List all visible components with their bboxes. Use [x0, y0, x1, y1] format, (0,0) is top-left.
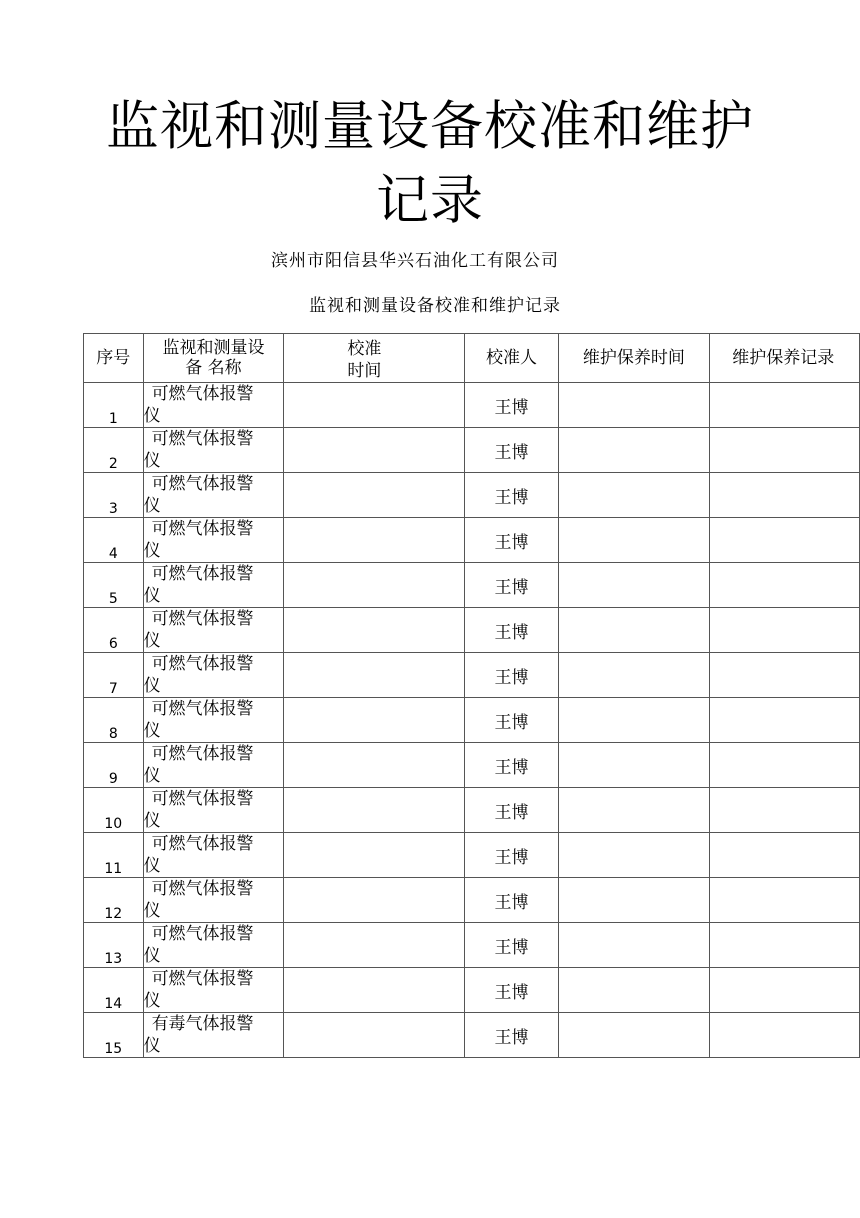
- maintenance-record-cell[interactable]: [710, 563, 860, 608]
- equipment-name-line-2: 仪: [143, 496, 161, 516]
- equipment-name: [143, 788, 284, 833]
- table-row: [84, 383, 860, 428]
- calibration-time-cell[interactable]: [284, 383, 465, 428]
- calibrated-by-cell: 王博: [465, 383, 558, 428]
- equipment-name: [143, 833, 284, 878]
- table-row: [84, 518, 860, 563]
- table-row: [84, 923, 860, 968]
- calibration-time-cell[interactable]: [284, 428, 465, 473]
- row-number: 2: [84, 428, 144, 473]
- maintenance-time-cell[interactable]: [558, 563, 710, 608]
- table-row: [84, 878, 860, 923]
- equipment-name-line-2: 仪: [143, 1036, 161, 1056]
- maintenance-record-cell[interactable]: [710, 473, 860, 518]
- header-maintenance-record: 维护保养记录: [710, 334, 860, 383]
- header-maintenance-time: 维护保养时间: [558, 334, 710, 383]
- header-time-line-2: 时间: [347, 361, 382, 381]
- row-number: 15: [84, 1013, 144, 1058]
- calibration-time-cell[interactable]: [284, 1013, 465, 1058]
- maintenance-time-cell[interactable]: [558, 788, 710, 833]
- calibration-time-cell[interactable]: [284, 563, 465, 608]
- equipment-name-line-1: 可燃气体报警: [151, 924, 254, 944]
- equipment-name-line-1: 可燃气体报警: [151, 384, 254, 404]
- maintenance-time-cell[interactable]: [558, 923, 710, 968]
- calibrated-by-cell: 王博: [465, 923, 558, 968]
- equipment-name: [143, 428, 284, 473]
- maintenance-record-cell[interactable]: [710, 923, 860, 968]
- maintenance-time-cell[interactable]: [558, 833, 710, 878]
- maintenance-time-cell[interactable]: [558, 968, 710, 1013]
- header-calibrated-by: 校准人: [465, 334, 558, 383]
- row-number: 9: [84, 743, 144, 788]
- calibration-time-cell[interactable]: [284, 968, 465, 1013]
- calibrated-by-cell: 王博: [465, 653, 558, 698]
- calibrated-by-cell: 王博: [465, 518, 558, 563]
- equipment-name: [143, 518, 284, 563]
- table-row: [84, 743, 860, 788]
- row-number: 3: [84, 473, 144, 518]
- row-number: 6: [84, 608, 144, 653]
- calibrated-by-cell: 王博: [465, 698, 558, 743]
- calibration-time-cell[interactable]: [284, 923, 465, 968]
- equipment-name-line-1: 可燃气体报警: [151, 969, 254, 989]
- equipment-name: [143, 653, 284, 698]
- records-table: [83, 333, 860, 1058]
- calibrated-by-cell: 王博: [465, 878, 558, 923]
- equipment-name-line-2: 仪: [143, 991, 161, 1011]
- equipment-name-line-1: 可燃气体报警: [151, 744, 254, 764]
- table-row: [84, 608, 860, 653]
- header-name-line-1: 监视和测量设: [162, 338, 265, 358]
- maintenance-record-cell[interactable]: [710, 608, 860, 653]
- maintenance-record-cell[interactable]: [710, 653, 860, 698]
- equipment-name: [143, 968, 284, 1013]
- equipment-name-line-1: 可燃气体报警: [151, 429, 254, 449]
- equipment-name: [143, 923, 284, 968]
- equipment-name-line-1: 可燃气体报警: [151, 789, 254, 809]
- equipment-name: [143, 878, 284, 923]
- header-calibration-time: [284, 334, 465, 383]
- row-number: 4: [84, 518, 144, 563]
- equipment-name-line-2: 仪: [143, 541, 161, 561]
- calibration-time-cell[interactable]: [284, 788, 465, 833]
- equipment-name: [143, 383, 284, 428]
- table-row: [84, 473, 860, 518]
- row-number: 11: [84, 833, 144, 878]
- maintenance-time-cell[interactable]: [558, 1013, 710, 1058]
- maintenance-record-cell[interactable]: [710, 698, 860, 743]
- calibrated-by-cell: 王博: [465, 473, 558, 518]
- title-line-1: 监视和测量设备校准和维护: [106, 96, 754, 157]
- calibrated-by-cell: 王博: [465, 833, 558, 878]
- equipment-name: [143, 563, 284, 608]
- equipment-name-line-2: 仪: [143, 631, 161, 651]
- row-number: 5: [84, 563, 144, 608]
- equipment-name-line-2: 仪: [143, 676, 161, 696]
- calibrated-by-cell: 王博: [465, 428, 558, 473]
- equipment-name-line-1: 可燃气体报警: [151, 834, 254, 854]
- equipment-name-line-2: 仪: [143, 856, 161, 876]
- maintenance-record-cell[interactable]: [710, 428, 860, 473]
- maintenance-record-cell[interactable]: [710, 788, 860, 833]
- equipment-name-line-2: 仪: [143, 586, 161, 606]
- document-title: [0, 90, 860, 238]
- row-number: 10: [84, 788, 144, 833]
- table-row: [84, 968, 860, 1013]
- row-number: 7: [84, 653, 144, 698]
- equipment-name: [143, 698, 284, 743]
- equipment-name: [143, 608, 284, 653]
- calibrated-by-cell: 王博: [465, 968, 558, 1013]
- equipment-name: [143, 473, 284, 518]
- equipment-name-line-1: 可燃气体报警: [151, 654, 254, 674]
- calibration-time-cell[interactable]: [284, 743, 465, 788]
- calibration-time-cell[interactable]: [284, 653, 465, 698]
- equipment-name-line-2: 仪: [143, 766, 161, 786]
- header-no: 序号: [84, 334, 144, 383]
- row-number: 8: [84, 698, 144, 743]
- maintenance-record-cell[interactable]: [710, 1013, 860, 1058]
- table-row: [84, 428, 860, 473]
- equipment-name-line-1: 可燃气体报警: [151, 699, 254, 719]
- maintenance-time-cell[interactable]: [558, 653, 710, 698]
- maintenance-record-cell[interactable]: [710, 743, 860, 788]
- equipment-name-line-2: 仪: [143, 451, 161, 471]
- equipment-name: [143, 743, 284, 788]
- company-name: 滨州市阳信县华兴石油化工有限公司: [271, 251, 559, 271]
- maintenance-time-cell[interactable]: [558, 518, 710, 563]
- maintenance-record-cell[interactable]: [710, 833, 860, 878]
- equipment-name-line-2: 仪: [143, 811, 161, 831]
- calibration-time-cell[interactable]: [284, 698, 465, 743]
- table-row: [84, 1013, 860, 1058]
- row-number: 13: [84, 923, 144, 968]
- row-number: 12: [84, 878, 144, 923]
- header-name: [143, 334, 284, 383]
- maintenance-time-cell[interactable]: [558, 473, 710, 518]
- equipment-name: [143, 1013, 284, 1058]
- maintenance-time-cell[interactable]: [558, 698, 710, 743]
- title-line-2: 记录: [376, 170, 484, 231]
- equipment-name-line-1: 可燃气体报警: [151, 474, 254, 494]
- table-row: [84, 653, 860, 698]
- equipment-name-line-1: 有毒气体报警: [151, 1014, 254, 1034]
- calibrated-by-cell: 王博: [465, 563, 558, 608]
- equipment-name-line-1: 可燃气体报警: [151, 564, 254, 584]
- maintenance-time-cell[interactable]: [558, 383, 710, 428]
- calibration-time-cell[interactable]: [284, 608, 465, 653]
- calibration-time-cell[interactable]: [284, 878, 465, 923]
- equipment-name-line-1: 可燃气体报警: [151, 609, 254, 629]
- table-subtitle: 监视和测量设备校准和维护记录: [309, 296, 561, 316]
- maintenance-time-cell[interactable]: [558, 428, 710, 473]
- equipment-name-line-2: 仪: [143, 901, 161, 921]
- table-row: [84, 833, 860, 878]
- calibration-time-cell[interactable]: [284, 518, 465, 563]
- maintenance-record-cell[interactable]: [710, 968, 860, 1013]
- table-row: [84, 788, 860, 833]
- header-name-line-2: 备 名称: [185, 358, 242, 378]
- equipment-name-line-1: 可燃气体报警: [151, 879, 254, 899]
- equipment-name-line-2: 仪: [143, 721, 161, 741]
- maintenance-record-cell[interactable]: [710, 383, 860, 428]
- maintenance-time-cell[interactable]: [558, 878, 710, 923]
- header-row: [84, 334, 860, 383]
- calibrated-by-cell: 王博: [465, 788, 558, 833]
- calibrated-by-cell: 王博: [465, 1013, 558, 1058]
- table-row: [84, 698, 860, 743]
- row-number: 1: [84, 383, 144, 428]
- equipment-name-line-2: 仪: [143, 946, 161, 966]
- maintenance-time-cell[interactable]: [558, 743, 710, 788]
- calibrated-by-cell: 王博: [465, 743, 558, 788]
- maintenance-time-cell[interactable]: [558, 608, 710, 653]
- equipment-name-line-1: 可燃气体报警: [151, 519, 254, 539]
- maintenance-record-cell[interactable]: [710, 518, 860, 563]
- header-time-line-1: 校准: [347, 339, 382, 359]
- maintenance-record-cell[interactable]: [710, 878, 860, 923]
- row-number: 14: [84, 968, 144, 1013]
- calibration-time-cell[interactable]: [284, 473, 465, 518]
- calibrated-by-cell: 王博: [465, 608, 558, 653]
- table-row: [84, 563, 860, 608]
- calibration-time-cell[interactable]: [284, 833, 465, 878]
- equipment-name-line-2: 仪: [143, 406, 161, 426]
